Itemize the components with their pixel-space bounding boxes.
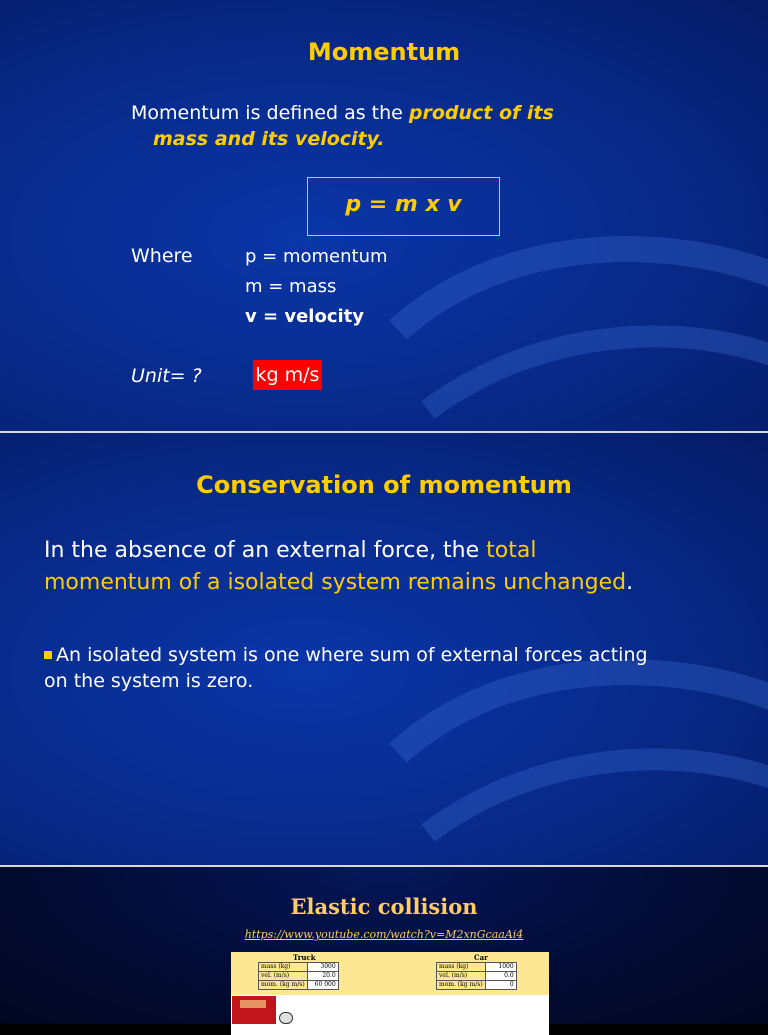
row-value: 0.0 — [485, 972, 516, 981]
slide-momentum — [0, 0, 768, 431]
definition-highlight-1: product of its — [408, 102, 554, 124]
row-label: mom. (kg m/s) — [259, 981, 308, 990]
where-label: Where — [131, 245, 193, 267]
slide-conservation — [0, 433, 768, 865]
table-row — [437, 972, 517, 981]
statement-highlight-1: total — [486, 538, 537, 563]
row-value: 20.0 — [307, 972, 338, 981]
row-value: 0 — [485, 981, 516, 990]
statement-line-2 — [44, 570, 633, 595]
truck-icon — [232, 996, 276, 1024]
formula-box — [307, 177, 500, 236]
table-row — [437, 981, 517, 990]
row-value: 3000 — [307, 963, 338, 972]
truck-header: Truck — [293, 953, 316, 962]
row-label: vel. (m/s) — [437, 972, 486, 981]
unit-label: Unit= ? — [131, 365, 202, 387]
collision-title: Elastic collision — [290, 894, 478, 919]
car-icon — [279, 1012, 293, 1024]
statement-suffix: . — [626, 570, 634, 595]
truck-table — [258, 962, 339, 990]
table-row — [259, 981, 339, 990]
definition-line-1 — [131, 102, 554, 124]
bullet-icon — [44, 651, 52, 659]
table-row — [259, 972, 339, 981]
definition-p: p = momentum — [245, 246, 388, 267]
definition-prefix: Momentum is defined as the — [131, 102, 403, 124]
table-row — [437, 963, 517, 972]
row-label: mass (kg) — [259, 963, 308, 972]
row-label: mass (kg) — [437, 963, 486, 972]
swirl-decoration — [388, 210, 768, 431]
row-label: mom. (kg m/s) — [437, 981, 486, 990]
statement-line-1 — [44, 538, 536, 563]
video-link[interactable]: https://www.youtube.com/watch?v=M2xnGcaaAi4 — [244, 928, 524, 941]
definition-v: v = velocity — [245, 306, 365, 327]
car-table — [436, 962, 517, 990]
row-label: vel. (m/s) — [259, 972, 308, 981]
page-title: Momentum — [307, 38, 461, 66]
row-value: 60 000 — [307, 981, 338, 990]
bullet-line-1 — [44, 644, 648, 666]
bullet-text-1: An isolated system is one where sum of external forces acting — [56, 644, 648, 666]
simulation-panel — [231, 952, 549, 1024]
definition-m: m = mass — [245, 276, 337, 297]
table-row — [259, 963, 339, 972]
statement-highlight-2: momentum of a isolated system remains unchanged — [44, 570, 627, 595]
row-value: 1000 — [485, 963, 516, 972]
unit-answer: kg m/s — [253, 360, 322, 390]
formula-text: p = m x v — [345, 192, 462, 217]
section-title: Conservation of momentum — [196, 471, 572, 499]
definition-highlight-2: mass and its velocity. — [153, 128, 385, 150]
car-header: Car — [474, 953, 488, 962]
statement-prefix: In the absence of an external force, the — [44, 538, 480, 563]
bullet-text-2: on the system is zero. — [44, 670, 254, 692]
